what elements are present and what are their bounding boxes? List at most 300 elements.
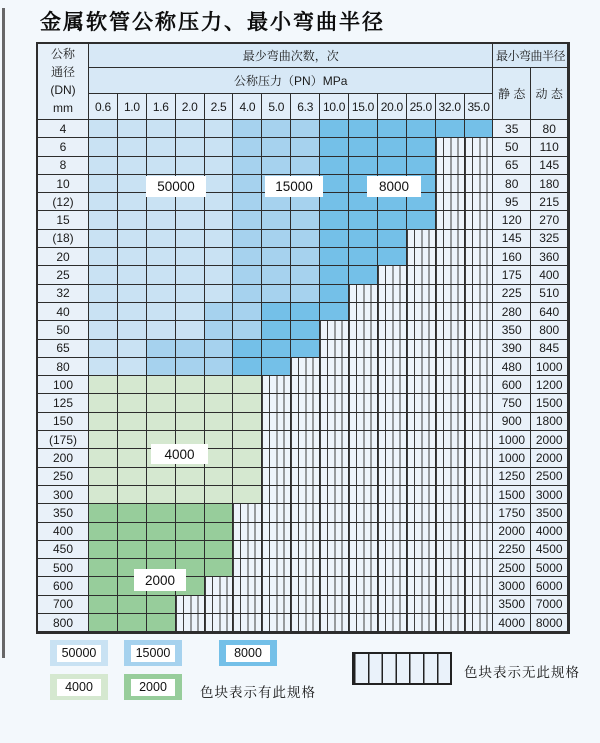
spec-cell xyxy=(320,449,349,467)
spec-cell xyxy=(465,266,494,284)
spec-cell xyxy=(378,504,407,522)
spec-cell xyxy=(436,340,465,358)
spec-cell xyxy=(436,230,465,248)
spec-cell xyxy=(147,138,176,156)
spec-cell xyxy=(378,468,407,486)
spec-cell xyxy=(262,486,291,504)
dynamic-radius-value: 3000 xyxy=(531,486,569,504)
static-radius-value: 120 xyxy=(493,211,531,229)
spec-cell xyxy=(262,431,291,449)
pressure-tick: 25.0 xyxy=(407,94,436,120)
spec-cell xyxy=(233,468,262,486)
spec-cell xyxy=(176,596,205,614)
cycle-count-label: 2000 xyxy=(134,569,186,591)
spec-cell xyxy=(176,303,205,321)
spec-cell xyxy=(176,376,205,394)
spec-cell xyxy=(436,596,465,614)
spec-cell xyxy=(349,321,378,339)
spec-cell xyxy=(407,614,436,632)
spec-cell xyxy=(147,266,176,284)
spec-cell xyxy=(349,413,378,431)
spec-cell xyxy=(349,486,378,504)
spec-cell xyxy=(205,577,234,595)
spec-cell xyxy=(465,431,494,449)
spec-cell xyxy=(147,504,176,522)
spec-cell xyxy=(407,321,436,339)
spec-cell xyxy=(378,614,407,632)
dynamic-radius-value: 7000 xyxy=(531,596,569,614)
static-radius-value: 900 xyxy=(493,413,531,431)
spec-cell xyxy=(262,230,291,248)
spec-cell xyxy=(176,248,205,266)
spec-cell xyxy=(378,413,407,431)
dn-row-label: 250 xyxy=(38,468,89,486)
spec-cell xyxy=(291,266,320,284)
dn-row-label: 4 xyxy=(38,120,89,138)
pressure-tick: 15.0 xyxy=(349,94,378,120)
spec-cell xyxy=(465,394,494,412)
dn-header-line: 公称 xyxy=(50,47,75,61)
spec-cell xyxy=(262,394,291,412)
spec-cell xyxy=(176,285,205,303)
spec-cell xyxy=(89,340,118,358)
spec-cell xyxy=(407,120,436,138)
spec-cell xyxy=(378,303,407,321)
spec-cell xyxy=(320,248,349,266)
spec-cell xyxy=(205,596,234,614)
dynamic-radius-value: 1500 xyxy=(531,394,569,412)
spec-cell xyxy=(205,248,234,266)
spec-cell xyxy=(147,468,176,486)
spec-cell xyxy=(349,559,378,577)
dn-row-label: (175) xyxy=(38,431,89,449)
spec-cell xyxy=(118,504,147,522)
pressure-tick: 20.0 xyxy=(378,94,407,120)
spec-cell xyxy=(465,596,494,614)
dynamic-radius-value: 1000 xyxy=(531,358,569,376)
spec-cell xyxy=(378,376,407,394)
dynamic-radius-value: 510 xyxy=(531,285,569,303)
spec-cell xyxy=(233,504,262,522)
spec-cell xyxy=(147,614,176,632)
dynamic-radius-value: 145 xyxy=(531,157,569,175)
spec-cell xyxy=(89,248,118,266)
spec-cell xyxy=(320,340,349,358)
spec-cell xyxy=(205,486,234,504)
spec-cell xyxy=(291,541,320,559)
spec-cell xyxy=(378,358,407,376)
spec-cell xyxy=(407,468,436,486)
spec-cell xyxy=(436,248,465,266)
spec-cell xyxy=(320,577,349,595)
spec-cell xyxy=(205,340,234,358)
legend-no-spec-text: 色块表示无此规格 xyxy=(464,665,580,680)
spec-cell xyxy=(176,541,205,559)
spec-cell xyxy=(349,504,378,522)
spec-cell xyxy=(291,376,320,394)
static-column-header: 静 态 xyxy=(493,68,531,120)
spec-cell xyxy=(118,376,147,394)
spec-cell xyxy=(349,523,378,541)
spec-cell xyxy=(407,431,436,449)
spec-cell xyxy=(407,211,436,229)
spec-cell xyxy=(378,138,407,156)
spec-cell xyxy=(407,138,436,156)
cycle-count-label: 15000 xyxy=(265,176,323,197)
spec-cell xyxy=(147,321,176,339)
spec-cell xyxy=(320,596,349,614)
spec-cell xyxy=(349,596,378,614)
spec-cell xyxy=(205,266,234,284)
spec-cell xyxy=(320,559,349,577)
dn-row-label: 25 xyxy=(38,266,89,284)
spec-cell xyxy=(291,138,320,156)
dynamic-radius-value: 800 xyxy=(531,321,569,339)
spec-cell xyxy=(262,413,291,431)
spec-cell xyxy=(176,468,205,486)
dn-column-header xyxy=(38,44,89,120)
spec-cell xyxy=(349,211,378,229)
dn-row-label: 800 xyxy=(38,614,89,632)
static-radius-value: 95 xyxy=(493,193,531,211)
spec-cell xyxy=(262,120,291,138)
dn-row-label: 65 xyxy=(38,340,89,358)
spec-cell xyxy=(465,358,494,376)
static-radius-value: 225 xyxy=(493,285,531,303)
dn-row-label: 32 xyxy=(38,285,89,303)
dn-row-label: 350 xyxy=(38,504,89,522)
spec-cell xyxy=(233,266,262,284)
spec-cell xyxy=(89,321,118,339)
spec-cell xyxy=(465,285,494,303)
spec-cell xyxy=(465,138,494,156)
spec-cell xyxy=(233,394,262,412)
spec-cell xyxy=(176,486,205,504)
spec-cell xyxy=(89,486,118,504)
spec-cell xyxy=(378,559,407,577)
spec-cell xyxy=(407,449,436,467)
spec-cell xyxy=(407,157,436,175)
spec-cell xyxy=(407,340,436,358)
spec-cell xyxy=(89,468,118,486)
dn-row-label: 80 xyxy=(38,358,89,376)
spec-cell xyxy=(233,559,262,577)
pressure-tick: 35.0 xyxy=(465,94,494,120)
spec-cell xyxy=(118,468,147,486)
static-radius-value: 1000 xyxy=(493,431,531,449)
spec-cell xyxy=(89,193,118,211)
spec-cell xyxy=(205,157,234,175)
pressure-tick: 10.0 xyxy=(320,94,349,120)
spec-cell xyxy=(465,321,494,339)
dn-row-label: 8 xyxy=(38,157,89,175)
legend-swatch-label: 50000 xyxy=(57,645,101,662)
spec-cell xyxy=(320,523,349,541)
spec-cell xyxy=(147,486,176,504)
spec-cell xyxy=(118,431,147,449)
spec-cell xyxy=(378,285,407,303)
spec-cell xyxy=(176,358,205,376)
spec-cell xyxy=(176,394,205,412)
spec-cell xyxy=(233,358,262,376)
spec-cell xyxy=(262,340,291,358)
dynamic-radius-value: 2500 xyxy=(531,468,569,486)
spec-cell xyxy=(89,541,118,559)
spec-cell xyxy=(147,248,176,266)
dynamic-radius-value: 2000 xyxy=(531,431,569,449)
spec-cell xyxy=(436,358,465,376)
spec-cell xyxy=(233,321,262,339)
spec-cell xyxy=(320,175,349,193)
spec-cell xyxy=(291,413,320,431)
spec-cell xyxy=(233,541,262,559)
spec-cell xyxy=(233,577,262,595)
static-radius-value: 35 xyxy=(493,120,531,138)
spec-cell xyxy=(89,431,118,449)
spec-cell xyxy=(291,211,320,229)
spec-cell xyxy=(291,394,320,412)
static-radius-value: 2250 xyxy=(493,541,531,559)
spec-cell xyxy=(436,175,465,193)
spec-cell xyxy=(407,596,436,614)
spec-cell xyxy=(436,138,465,156)
legend-no-spec-swatch xyxy=(352,652,452,685)
static-radius-value: 1000 xyxy=(493,449,531,467)
spec-cell xyxy=(118,120,147,138)
spec-cell xyxy=(118,523,147,541)
legend-swatch xyxy=(219,640,277,666)
spec-cell xyxy=(147,230,176,248)
spec-cell xyxy=(436,449,465,467)
static-radius-value: 600 xyxy=(493,376,531,394)
spec-cell xyxy=(147,285,176,303)
spec-cell xyxy=(176,504,205,522)
dn-row-label: 700 xyxy=(38,596,89,614)
dn-header-line: 通径 xyxy=(50,65,75,79)
spec-cell xyxy=(378,577,407,595)
spec-cell xyxy=(118,394,147,412)
spec-cell xyxy=(118,175,147,193)
pressure-tick: 2.5 xyxy=(205,94,234,120)
pressure-tick: 2.0 xyxy=(176,94,205,120)
spec-cell xyxy=(320,193,349,211)
dynamic-radius-value: 1200 xyxy=(531,376,569,394)
spec-cell xyxy=(147,376,176,394)
spec-cell xyxy=(205,175,234,193)
spec-cell xyxy=(118,486,147,504)
dynamic-radius-value: 640 xyxy=(531,303,569,321)
spec-cell xyxy=(147,596,176,614)
spec-cell xyxy=(89,157,118,175)
spec-cell xyxy=(262,138,291,156)
spec-cell xyxy=(349,358,378,376)
spec-cell xyxy=(89,559,118,577)
spec-cell xyxy=(349,157,378,175)
spec-cell xyxy=(407,285,436,303)
spec-cell xyxy=(320,486,349,504)
dynamic-radius-value: 180 xyxy=(531,175,569,193)
spec-cell xyxy=(436,559,465,577)
spec-cell xyxy=(291,614,320,632)
spec-cell xyxy=(378,266,407,284)
pressure-tick: 1.6 xyxy=(147,94,176,120)
dn-header-line: mm xyxy=(53,101,73,115)
spec-cell xyxy=(291,248,320,266)
dn-row-label: 100 xyxy=(38,376,89,394)
spec-cell xyxy=(407,523,436,541)
spec-cell xyxy=(233,376,262,394)
spec-cell xyxy=(118,248,147,266)
spec-cell xyxy=(118,138,147,156)
spec-cell xyxy=(176,157,205,175)
spec-cell xyxy=(320,321,349,339)
bend-cycles-header: 最少弯曲次数，次 xyxy=(89,44,493,68)
spec-cell xyxy=(320,230,349,248)
dn-row-label: 50 xyxy=(38,321,89,339)
spec-cell xyxy=(378,340,407,358)
spec-cell xyxy=(291,504,320,522)
spec-cell xyxy=(291,577,320,595)
spec-cell xyxy=(262,248,291,266)
spec-cell xyxy=(291,303,320,321)
spec-cell xyxy=(349,230,378,248)
spec-cell xyxy=(176,230,205,248)
spec-cell xyxy=(205,541,234,559)
spec-cell xyxy=(147,120,176,138)
spec-cell xyxy=(233,486,262,504)
spec-cell xyxy=(407,376,436,394)
dn-header-line: (DN) xyxy=(50,83,76,97)
legend-swatch-label: 2000 xyxy=(131,679,175,696)
spec-cell xyxy=(465,413,494,431)
spec-cell xyxy=(118,193,147,211)
spec-cell xyxy=(205,120,234,138)
spec-cell xyxy=(89,211,118,229)
spec-cell xyxy=(118,449,147,467)
spec-cell xyxy=(291,468,320,486)
spec-cell xyxy=(233,285,262,303)
spec-cell xyxy=(176,120,205,138)
pressure-tick: 1.0 xyxy=(118,94,147,120)
spec-cell xyxy=(407,413,436,431)
spec-cell xyxy=(233,431,262,449)
spec-cell xyxy=(89,413,118,431)
spec-cell xyxy=(233,248,262,266)
spec-cell xyxy=(118,211,147,229)
spec-cell xyxy=(89,175,118,193)
spec-cell xyxy=(118,614,147,632)
spec-cell xyxy=(378,431,407,449)
spec-cell xyxy=(89,120,118,138)
spec-cell xyxy=(233,211,262,229)
spec-cell xyxy=(349,577,378,595)
spec-cell xyxy=(205,431,234,449)
spec-cell xyxy=(89,358,118,376)
spec-cell xyxy=(176,266,205,284)
spec-cell xyxy=(465,486,494,504)
static-radius-value: 1250 xyxy=(493,468,531,486)
spec-cell xyxy=(465,230,494,248)
spec-cell xyxy=(89,614,118,632)
spec-cell xyxy=(320,504,349,522)
spec-cell xyxy=(378,523,407,541)
spec-cell xyxy=(320,266,349,284)
spec-cell xyxy=(262,376,291,394)
spec-cell xyxy=(176,138,205,156)
spec-cell xyxy=(465,175,494,193)
spec-cell xyxy=(118,340,147,358)
dn-row-label: 450 xyxy=(38,541,89,559)
spec-cell xyxy=(147,541,176,559)
dn-row-label: 20 xyxy=(38,248,89,266)
spec-cell xyxy=(349,248,378,266)
spec-cell xyxy=(465,303,494,321)
spec-cell xyxy=(465,577,494,595)
spec-cell xyxy=(147,358,176,376)
dynamic-radius-value: 2000 xyxy=(531,449,569,467)
spec-cell xyxy=(262,285,291,303)
spec-cell xyxy=(436,193,465,211)
spec-cell xyxy=(407,230,436,248)
dn-row-label: (12) xyxy=(38,193,89,211)
spec-cell xyxy=(407,541,436,559)
dynamic-radius-value: 4500 xyxy=(531,541,569,559)
static-radius-value: 65 xyxy=(493,157,531,175)
cycle-count-label: 8000 xyxy=(367,176,421,197)
dynamic-radius-value: 1800 xyxy=(531,413,569,431)
spec-cell xyxy=(407,486,436,504)
spec-cell xyxy=(407,303,436,321)
dynamic-radius-value: 80 xyxy=(531,120,569,138)
static-radius-value: 2000 xyxy=(493,523,531,541)
spec-cell xyxy=(436,577,465,595)
spec-cell xyxy=(205,285,234,303)
legend-swatch xyxy=(124,674,182,700)
spec-cell xyxy=(262,211,291,229)
spec-cell xyxy=(147,523,176,541)
spec-cell xyxy=(465,614,494,632)
spec-cell xyxy=(320,468,349,486)
spec-cell xyxy=(436,303,465,321)
spec-cell xyxy=(205,358,234,376)
spec-cell xyxy=(465,157,494,175)
spec-cell xyxy=(89,230,118,248)
dn-row-label: 15 xyxy=(38,211,89,229)
spec-cell xyxy=(176,211,205,229)
spec-cell xyxy=(89,596,118,614)
spec-cell xyxy=(320,211,349,229)
cycle-count-label: 50000 xyxy=(146,176,206,197)
dn-row-label: 40 xyxy=(38,303,89,321)
spec-cell xyxy=(233,614,262,632)
spec-cell xyxy=(436,413,465,431)
spec-cell xyxy=(378,120,407,138)
spec-cell xyxy=(233,523,262,541)
spec-cell xyxy=(436,614,465,632)
spec-cell xyxy=(349,340,378,358)
spec-cell xyxy=(147,303,176,321)
spec-cell xyxy=(320,303,349,321)
static-radius-value: 80 xyxy=(493,175,531,193)
spec-cell xyxy=(465,211,494,229)
spec-cell xyxy=(262,358,291,376)
static-radius-value: 390 xyxy=(493,340,531,358)
static-radius-value: 280 xyxy=(493,303,531,321)
spec-cell xyxy=(436,120,465,138)
spec-cell xyxy=(349,120,378,138)
spec-cell xyxy=(465,248,494,266)
dn-row-label: 600 xyxy=(38,577,89,595)
